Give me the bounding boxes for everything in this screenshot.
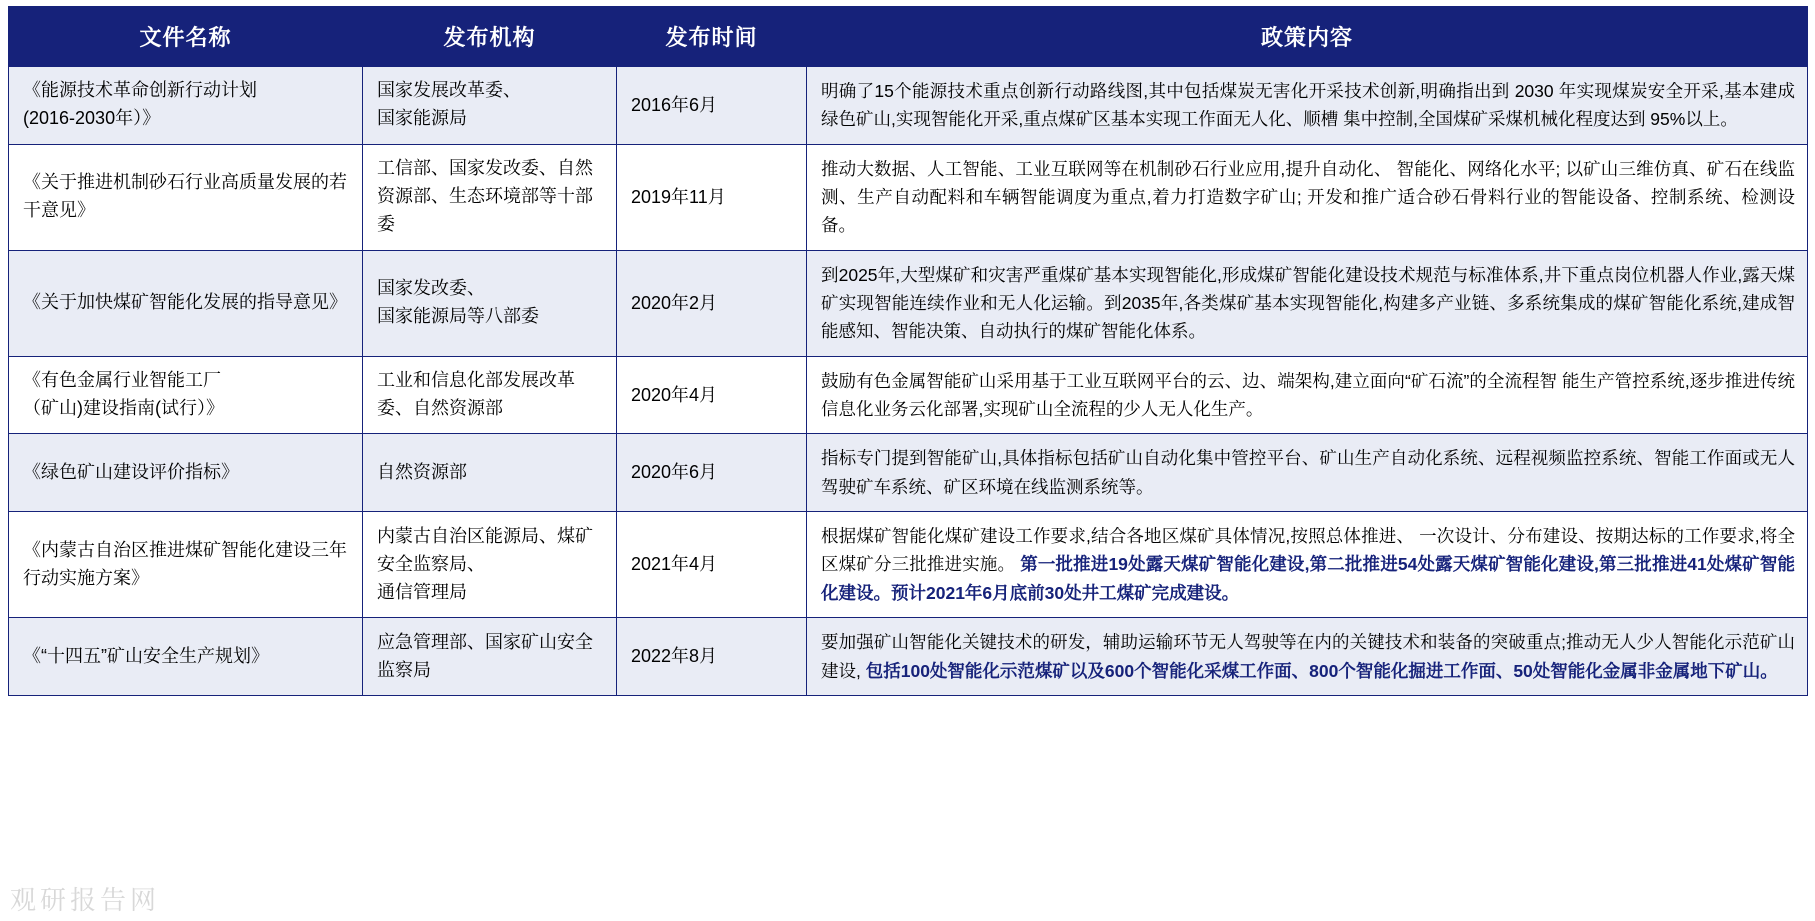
table-row <box>9 356 1808 434</box>
table-row <box>9 144 1808 250</box>
cell-issue-date: 2019年11月 <box>617 144 807 250</box>
content-text: 推动大数据、人工智能、工业互联网等在机制砂石行业应用,提升自动化、 智能化、网络化水平; 以矿山三维仿真、矿石在线监测、生产自动配料和车辆智能调度为重点,着力打造数字矿山; 开发和推广适合砂石骨料行业的智能设备、控制系统、检测设备。 <box>821 158 1795 236</box>
cell-file-name: 《关于推进机制砂石行业高质量发展的若干意见》 <box>9 144 363 250</box>
cell-issue-date: 2020年2月 <box>617 250 807 356</box>
cell-file-name: 《能源技术革命创新行动计划 (2016-2030年）》 <box>9 67 363 145</box>
highlighted-text: 包括100处智能化示范煤矿以及600个智能化采煤工作面、800个智能化掘进工作面、50处智能化金属非金属地下矿山。 <box>865 660 1778 681</box>
table-header <box>9 7 1808 67</box>
table-row <box>9 512 1808 618</box>
column-header-issue-date: 发布时间 <box>617 7 807 67</box>
table-row <box>9 250 1808 356</box>
cell-issue-date: 2020年6月 <box>617 434 807 512</box>
column-header-file-name: 文件名称 <box>9 7 363 67</box>
cell-issue-date: 2016年6月 <box>617 67 807 145</box>
cell-policy-content <box>807 618 1808 696</box>
table-body <box>9 67 1808 696</box>
content-text: 鼓励有色金属智能矿山采用基于工业互联网平台的云、边、端架构,建立面向“矿石流”的全流程智 能生产管控系统,逐步推进传统信息化业务云化部署,实现矿山全流程的少人无人化生产。 <box>821 370 1795 420</box>
cell-issue-date: 2020年4月 <box>617 356 807 434</box>
cell-issuing-org: 应急管理部、国家矿山安全监察局 <box>363 618 617 696</box>
policy-table <box>8 6 1808 696</box>
highlighted-text: 第一批推进19处露天煤矿智能化建设,第二批推进54处露天煤矿智能化建设,第三批推进41处煤矿智能化建设。预计2021年6月底前30处井工煤矿完成建设。 <box>821 554 1795 603</box>
cell-issuing-org: 内蒙古自治区能源局、煤矿安全监察局、 通信管理局 <box>363 512 617 618</box>
cell-issuing-org: 自然资源部 <box>363 434 617 512</box>
cell-file-name: 《绿色矿山建设评价指标》 <box>9 434 363 512</box>
content-text: 明确了15个能源技术重点创新行动路线图,其中包括煤炭无害化开采技术创新,明确指出到 2030 年实现煤炭安全开采,基本建成绿色矿山,实现智能化开采,重点煤矿区基本实现工作面无人化、顺槽 集中控制,全国煤矿采煤机械化程度达到 95%以上。 <box>821 81 1795 130</box>
cell-policy-content <box>807 434 1808 512</box>
cell-issue-date: 2022年8月 <box>617 618 807 696</box>
content-text: 指标专门提到智能矿山,具体指标包括矿山自动化集中管控平台、矿山生产自动化系统、远程视频监控系统、智能工作面或无人驾驶矿车系统、矿区环境在线监测系统等。 <box>821 448 1795 497</box>
column-header-issuing-org: 发布机构 <box>363 7 617 67</box>
cell-file-name: 《“十四五”矿山安全生产规划》 <box>9 618 363 696</box>
cell-file-name: 《关于加快煤矿智能化发展的指导意见》 <box>9 250 363 356</box>
table-row <box>9 618 1808 696</box>
table-row <box>9 67 1808 145</box>
cell-policy-content <box>807 67 1808 145</box>
table-header-row <box>9 7 1808 67</box>
cell-issuing-org: 工信部、国家发改委、自然资源部、生态环境部等十部委 <box>363 144 617 250</box>
content-text: 到2025年,大型煤矿和灾害严重煤矿基本实现智能化,形成煤矿智能化建设技术规范与标准体系,井下重点岗位机器人作业,露天煤矿实现智能连续作业和无人化运输。到2035年,各类煤矿基本实现智能化,构建多产业链、多系统集成的煤矿智能化系统,建成智能感知、智能决策、自动执行的煤矿智能化体系。 <box>821 264 1795 342</box>
cell-issuing-org: 国家发展改革委、 国家能源局 <box>363 67 617 145</box>
cell-issuing-org: 国家发改委、 国家能源局等八部委 <box>363 250 617 356</box>
content-text: 根据煤矿智能化煤矿建设工作要求,结合各地区煤矿具体情况,按照总体推进、 一次设计、分布建设、按期达标的工作要求,将全区煤矿分三批推进实施。 <box>821 526 1795 575</box>
watermark: 观研报告网 <box>10 885 161 915</box>
column-header-policy-content: 政策内容 <box>807 7 1808 67</box>
table-row <box>9 434 1808 512</box>
cell-issuing-org: 工业和信息化部发展改革委、自然资源部 <box>363 356 617 434</box>
cell-policy-content <box>807 144 1808 250</box>
content-text: 要加强矿山智能化关键技术的研发，辅助运输环节无人驾驶等在内的关键技术和装备的突破重点;推动无人少人智能化示范矿山建设, <box>821 632 1795 681</box>
cell-issue-date: 2021年4月 <box>617 512 807 618</box>
cell-policy-content <box>807 512 1808 618</box>
cell-file-name: 《内蒙古自治区推进煤矿智能化建设三年行动实施方案》 <box>9 512 363 618</box>
cell-policy-content <box>807 356 1808 434</box>
cell-file-name: 《有色金属行业智能工厂 （矿山)建设指南(试行）》 <box>9 356 363 434</box>
cell-policy-content <box>807 250 1808 356</box>
